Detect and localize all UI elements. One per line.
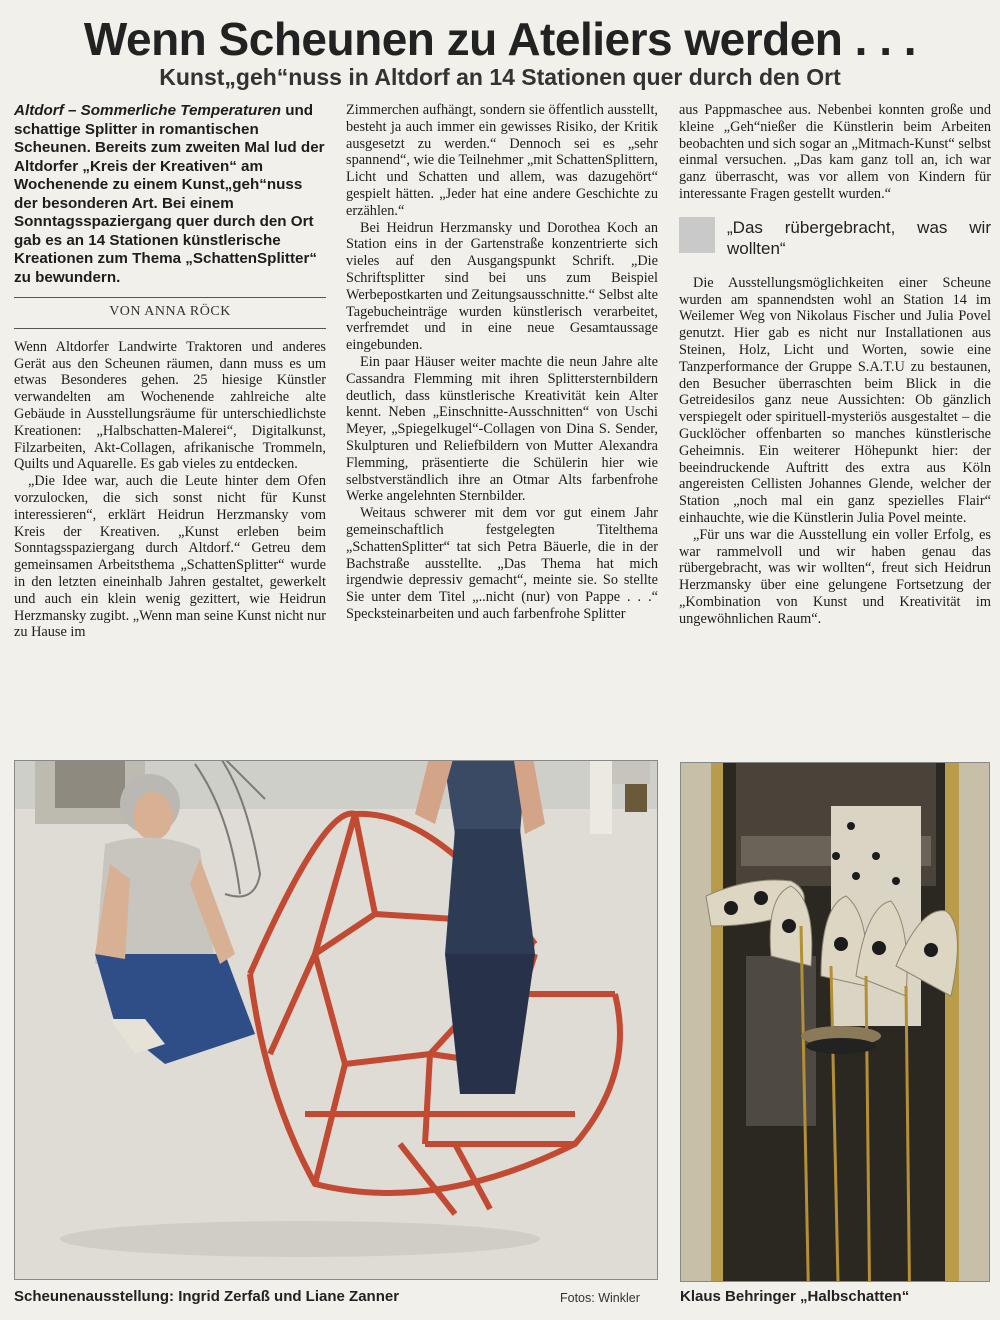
subheadline: Kunst„geh“nuss in Altdorf an 14 Stationen quer durch den Ort	[159, 64, 841, 90]
body-paragraph: Weitaus schwerer mit dem vor gut einem Jahr gemeinschaftlich festgelegten Titelthema „SchattenSplitter“ tat sich Petra Bäuerle, die in der Bachstraße ausstellte. „Das Thema hat mich irgendwie depressiv gemacht“, meinte sie. So stellte Sie unter dem Titel „..nicht (nur) von Pappe . . .“ Specksteinarbeiten und auch farbenfrohe Splitter	[346, 505, 658, 622]
photo-credit: Fotos: Winkler	[560, 1291, 640, 1305]
photo-barn-exhibition-image	[15, 761, 657, 1279]
body-paragraph: Zimmerchen aufhängt, sondern sie öffentlich ausstellt, besteht ja auch immer ein gewisses Risiko, der Kritik ausgesetzt zu werden.“ Dennoch sei es „sehr spannend“, wie die Teilnehmer „mit SchattenSplittern, Licht und Schatten und allem, was dazugehört“ gespielt hätten. „Jeder hat eine andere Geschichte zu erzählen.“	[346, 102, 658, 219]
body-paragraph: „Für uns war die Ausstellung ein voller Erfolg, es war rammelvoll und wir haben genau das rübergebracht, was wir wollten“, freut sich Heidrun Herzmansky über eine gelungene Fortsetzung der „Kombination von Kunst und Kreativität im ungewöhnlichen Raum“.	[679, 526, 991, 627]
lead-text: und schattige Splitter in romantischen Scheunen. Bereits zum zweiten Mal lud der Altdorfer „Kreis der Kreativen“ am Wochenende zu einem Kunst„geh“nuss der besonderen Art. Bei einem Sonntagsspaziergang quer durch den Ort gab es an 14 Stationen künstlerische Kreationen zum Thema „SchattenSplitter“ zu bewundern.	[14, 102, 325, 286]
photo-caption-left: Scheunenausstellung: Ingrid Zerfaß und Liane Zanner	[14, 1288, 400, 1305]
body-paragraph: Bei Heidrun Herzmansky und Dorothea Koch an Station eins in der Gartenstraße konzentrierte sich vieles auf den Ausgangspunkt Schrift. „Die Schriftsplitter sind bei uns zum Beispiel Werbepostkarten und Zeitungsausschnitte.“ Selbst alte Tagebucheinträge wurden künstlerisch verarbeitet, verfremdet und in eine neue Gesamtaussage eingebunden.	[346, 219, 658, 354]
article-column-3	[679, 102, 991, 628]
quote-marker-square	[679, 217, 715, 253]
photo-halbschatten-image	[681, 763, 989, 1281]
pull-quote-text: „Das rübergebracht, was wir wollten“	[727, 217, 991, 258]
photo-halbschatten	[680, 762, 990, 1282]
body-paragraph: Ein paar Häuser weiter machte die neun Jahre alte Cassandra Flemming mit ihren Splittersternbildern deutlich, dass künstlerische Kreativität kein Alter kennt. Neben „Einschnitte-Ausschnitten“ von Uschi Meyer, „Spiegelkugel“-Collagen von Dina S. Sender, Skulpturen und Reliefbildern von Mutter Alexandra Flemming, präsentierte die Schülerin hier wie selbstverständlich ihre an Otmar Alts farbenfrohe Werke angelehnten Sternbilder.	[346, 353, 658, 505]
pull-quote	[679, 217, 991, 259]
lead-place: Altdorf – Sommerliche Temperaturen	[14, 102, 281, 119]
body-paragraph: „Die Idee war, auch die Leute hinter dem Ofen vorzulocken, die sich sonst nicht für Kunst interessieren“, erklärt Heidrun Herzmansky vom Kreis der Kreativen. „Kunst erleben beim Sonntagsspaziergang durch Altdorf.“ Getreu dem gemeinsamen Arbeitsthema „SchattenSplitter“ wurde in den letzten eineinhalb Jahren gestaltet, gewerkelt und auch ein klein wenig gezittert, wie Heidrun Herzmansky zugibt. „Wenn man seine Kunst nicht nur zu Hause im	[14, 473, 326, 641]
article-column-1	[14, 102, 326, 641]
photo-caption-right: Klaus Behringer „Halbschatten“	[680, 1288, 910, 1305]
photo-barn-exhibition	[14, 760, 658, 1280]
byline: VON ANNA RÖCK	[14, 297, 326, 329]
body-paragraph: aus Pappmaschee aus. Nebenbei konnten große und kleine „Geh“nießer die Künstlerin beim Arbeiten beobachten und sich sogar an „Mitmach-Kunst“ selbst einmal versuchen. „Das kam ganz toll an, ich war ganz überrascht, was vor allem von Kindern für interessante Fragen gestellt wurden.“	[679, 102, 991, 202]
body-paragraph: Die Ausstellungsmöglichkeiten einer Scheune wurden am spannendsten wohl an Station 14 im Weilemer Weg von Nikolaus Fischer und Julia Povel genutzt. Hier gab es nicht nur Installationen aus Steinen, Holz, Licht und Worten, sowie eine Tanzperformance der Gruppe S.A.T.U zu bestaunen, den Besucher überraschten beim Blick in die Getreidesilos ganz neue Aussichten: Ob gänzlich verspiegelt oder spirituell-mysteriös ausgestaltet – die Gucklöcher offenbarten so manches künstlerische Geheimnis. Ein weiterer Höhepunkt hier: der beeindruckende Auftritt des extra aus Köln angereisten Cellisten Johannes Glende, welcher der Station „noch mal ein ganz spezielles Flair“ einhauchte, wie die Künstlerin Julia Povel meinte.	[679, 274, 991, 526]
article-column-2	[346, 102, 658, 623]
lead-paragraph	[14, 102, 326, 287]
body-paragraph: Wenn Altdorfer Landwirte Traktoren und anderes Gerät aus den Scheunen räumen, dann muss es um etwas Besonderes gehen. 25 hiesige Künstler verwandelten am Wochenende zahlreiche alte Gebäude in Ausstellungsräume für unterschiedlichste Kreationen: „Halbschatten-Malerei“, Digitalkunst, Filzarbeiten, Akt-Collagen, afrikanische Trommeln, Quilts und Aquarelle. Es gab vieles zu entdecken.	[14, 338, 326, 473]
headline: Wenn Scheunen zu Ateliers werden . . .	[83, 13, 917, 65]
